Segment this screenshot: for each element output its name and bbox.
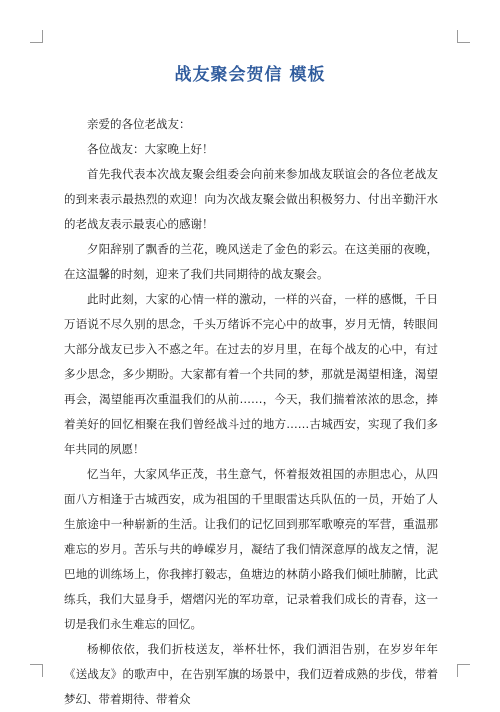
salutation: 亲爱的各位老战友： xyxy=(87,117,191,131)
crop-mark-bottom-right xyxy=(457,664,470,677)
crop-mark-top-right xyxy=(457,30,470,43)
paragraph-farewell: 杨柳依依，我们折枝送友，举杯壮怀，我们洒泪告别，在岁岁年年《送战友》的歌声中，在告别军旗的场景中，我们迈着成熟的步伐，带着梦幻、带着期待、带着众 xyxy=(64,642,438,706)
paragraph-reunion: 此时此刻，大家的心情一样的激动，一样的兴奋，一样的感慨，千日万语说不尽久别的思念，千头万绪诉不完心中的故事，岁月无情，转眼间大部分战友已步入不惑之年。在过去的岁月里，在每个战友的心中，有过多少思念，多少期盼。大家都有着一个共同的梦，那就是渴望相逢，渴望再会，渴望能再次重温我们的从前……，今天，我们揣着浓浓的思念，捧着美好的回忆相聚在我们曾经战斗过的地方……古城西安，实现了我们多年共同的夙愿！ xyxy=(64,292,438,456)
paragraph-evening: 夕阳辞别了飘香的兰花，晚风送走了金色的彩云。在这美丽的夜晚，在这温馨的时刻，迎来了我们共同期待的战友聚会。 xyxy=(64,242,438,281)
greeting: 各位战友：大家晚上好！ xyxy=(87,142,214,156)
crop-mark-top-left xyxy=(30,30,43,43)
document-body xyxy=(64,112,438,712)
paragraph-memories: 忆当年，大家风华正茂，书生意气，怀着报效祖国的赤胆忠心，从四面八方相逢于古城西安，成为祖国的千里眼雷达兵队伍的一员，开始了人生旅途中一种崭新的生活。让我们的记忆回到那军歌嘹亮的军营，重温那难忘的岁月。苦乐与共的峥嵘岁月，凝结了我们情深意厚的战友之情，泥巴地的训练场上，你我摔打毅志，鱼塘边的林荫小路我们倾吐肺腑，比武练兵，我们大显身手，熠熠闪光的军功章，记录着我们成长的青春，这一切是我们永生难忘的回忆。 xyxy=(64,467,438,631)
paragraph-welcome: 首先我代表本次战友聚会组委会向前来参加战友联谊会的各位老战友的到来表示最热烈的欢迎！向为次战友聚会做出积极努力、付出辛勤汗水的老战友表示最衷心的感谢！ xyxy=(64,167,438,231)
crop-mark-bottom-left xyxy=(30,664,43,677)
document-title: 战友聚会贺信 模板 xyxy=(174,65,326,85)
